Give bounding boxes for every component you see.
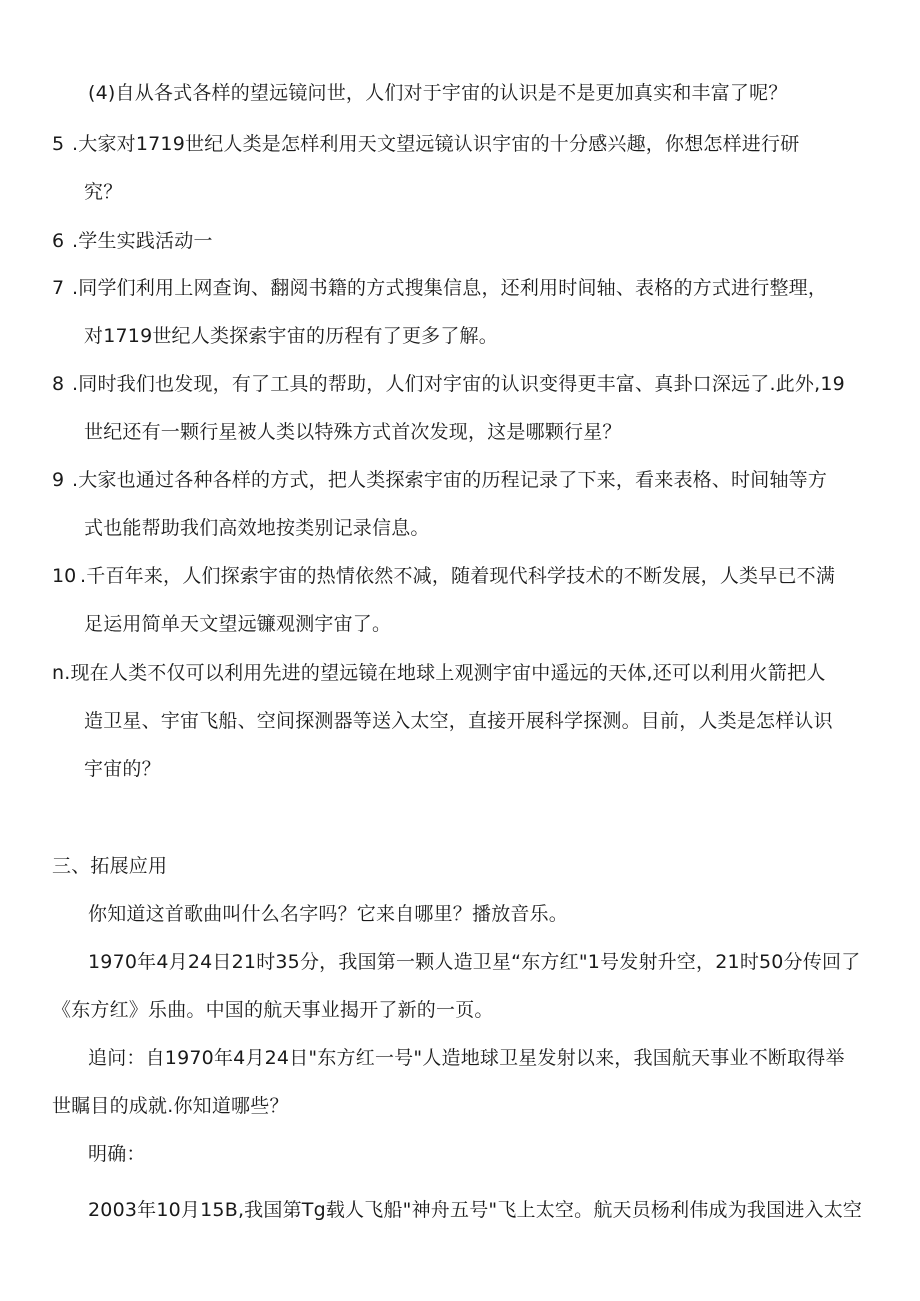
item-4-line-1: (4)自从各式各样的望远镜问世，人们对于宇宙的认识是不是更加真实和丰富了呢？ — [88, 82, 788, 104]
item-9-line-1: .大家也通过各种各样的方式，把人类探索宇宙的历程记录了下来，看来表格、时间轴等方 — [72, 469, 828, 491]
section-3-paragraph-3-line-1: 追问：自1970年4月24日"东方红一号"人造地球卫星发射以来，我国航天事业不断取得举 — [88, 1047, 845, 1069]
item-8-number: 8 — [52, 373, 65, 395]
section-3-paragraph-2-line-1: 1970年4月24日21时35分，我国第一颗人造卫星“东方红"1号发射升空，21时50分传回了 — [88, 951, 861, 973]
item-7-line-1: .同学们利用上网查询、翻阅书籍的方式搜集信息，还利用时间轴、表格的方式进行整理， — [72, 277, 828, 299]
item-9-number: 9 — [52, 469, 65, 491]
section-3-heading: 三、拓展应用 — [52, 855, 168, 877]
item-7-line-2: 对1719世纪人类探索宇宙的历程有了更多了解。 — [84, 325, 498, 347]
item-5-line-2: 究？ — [84, 181, 123, 203]
item-8-line-1: .同时我们也发现，有了工具的帮助，人们对宇宙的认识变得更丰富、真卦口深远了.此外,19 — [72, 373, 845, 395]
item-9-line-2: 式也能帮助我们高效地按类别记录信息。 — [84, 517, 430, 539]
item-5-line-1: .大家对1719世纪人类是怎样利用天文望远镜认识宇宙的十分感兴趣，你想怎样进行研 — [72, 133, 800, 155]
section-3-paragraph-5-line-1: 2003年10月15B,我国第Tg载人飞船"神舟五号"飞上太空。航天员杨利伟成为我国进入太空 — [88, 1199, 863, 1221]
item-7-number: 7 — [52, 277, 65, 299]
item-10-line-2: 足运用简单天文望远镰观测宇宙了。 — [84, 613, 392, 635]
item-5-number: 5 — [52, 133, 65, 155]
item-10-line-1: .千百年来，人们探索宇宙的热情依然不减，随着现代科学技术的不断发展，人类早已不满 — [80, 565, 836, 587]
item-11-line-3: 宇宙的？ — [84, 758, 161, 780]
item-6-number: 6 — [52, 230, 65, 252]
section-3-paragraph-3-line-2: 世瞩目的成就.你知道哪些？ — [52, 1095, 289, 1117]
section-3-paragraph-1: 你知道这首歌曲叫什么名字吗？它来自哪里？播放音乐。 — [88, 903, 569, 925]
item-11-line-2: 造卫星、宇宙飞船、空间探测器等送入太空，直接开展科学探测。目前，人类是怎样认识 — [84, 710, 833, 732]
item-10-number: 10 — [52, 565, 77, 587]
item-8-line-2: 世纪还有一颗行星被人类以特殊方式首次发现，这是哪颗行星？ — [84, 421, 622, 443]
section-3-paragraph-2-line-2: 《东方红》乐曲。中国的航天事业揭开了新的一页。 — [52, 999, 494, 1021]
item-11-line-1: n.现在人类不仅可以利用先进的望远镜在地球上观测宇宙中遥远的天体,还可以利用火箭把人 — [52, 662, 826, 684]
section-3-paragraph-4: 明确： — [88, 1143, 146, 1165]
item-6-line-1: .学生实践活动一 — [72, 230, 213, 252]
